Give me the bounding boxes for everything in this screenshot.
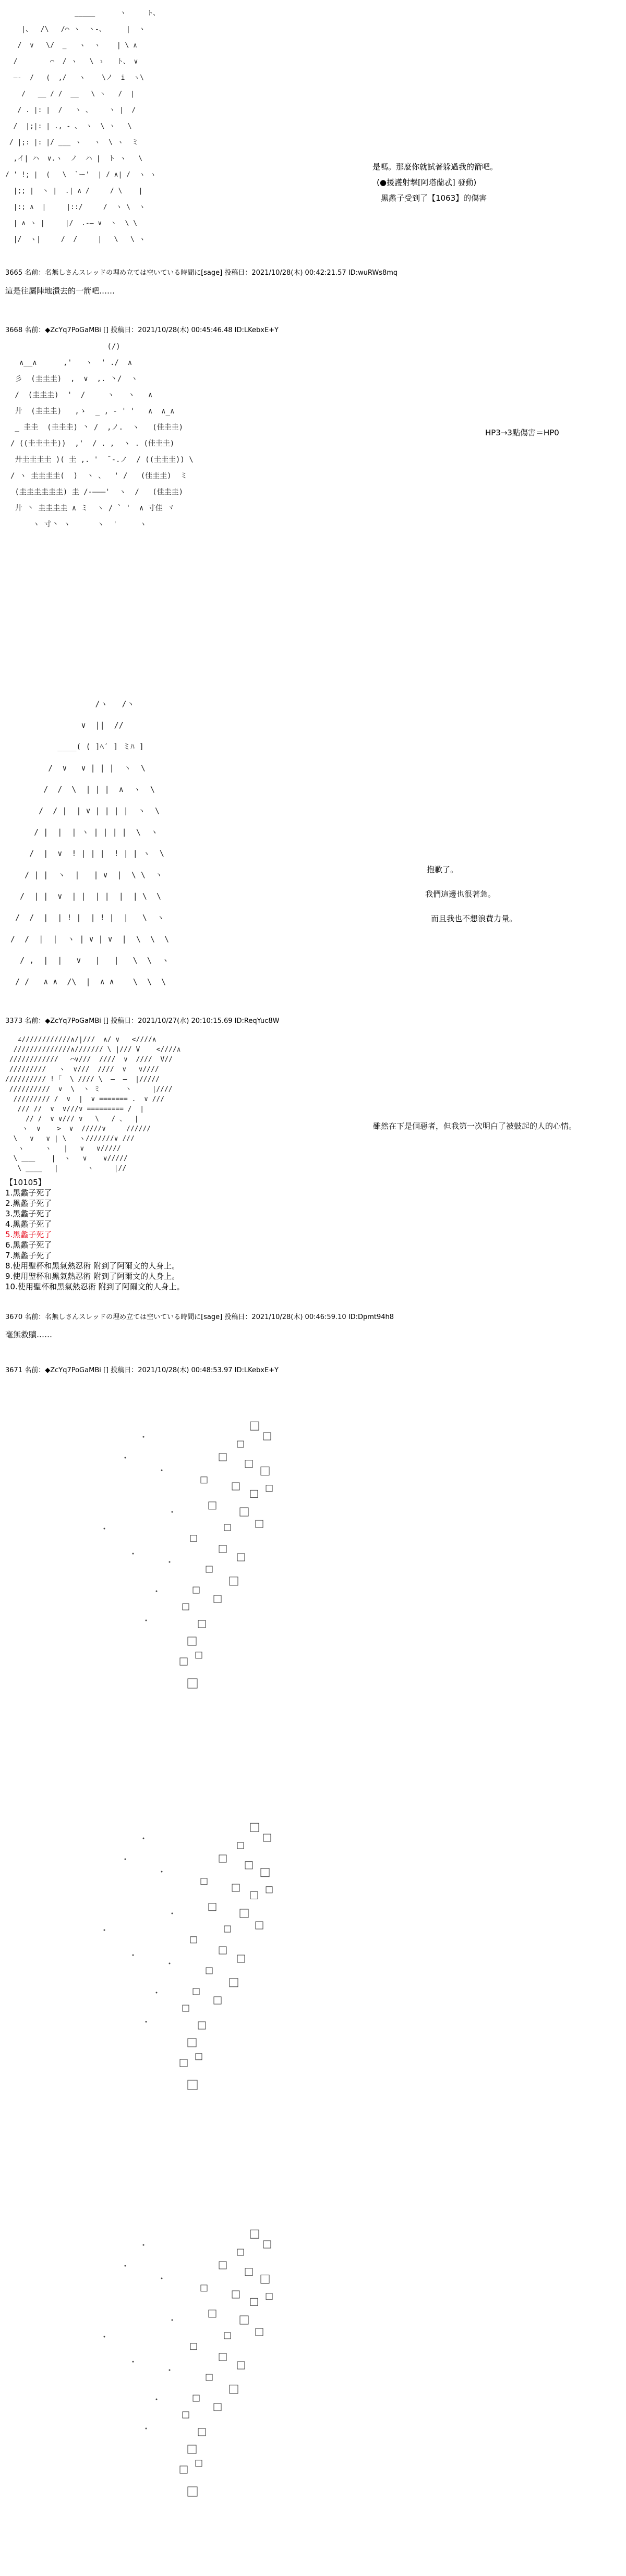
outline-box [256,2328,263,2336]
box-panel-2 [0,1783,626,2190]
outline-box [240,1909,248,1918]
particle-dot [146,2428,147,2430]
outline-box [263,2241,271,2248]
outline-box [232,2291,239,2298]
outline-box [188,2487,197,2496]
outline-box [201,1878,207,1885]
particle-dot [172,2319,173,2321]
vote-item: 3.黑蠡子死了 [5,1209,52,1218]
particle-dot [172,1511,173,1513]
particle-dot [161,1871,163,1873]
post-header-3665: 3665 名前：名無しさんスレッドの埋め立ては空いている時間に[sage] 投稿日：2021/10/28(木) 00:42:21.57 ID:wuRWs8mq [5,269,398,277]
outline-box [237,1441,244,1447]
particle-dot [143,1436,145,1438]
outline-box [240,2316,248,2324]
panel1-line-2: (●援護射撃[阿塔蘭忒] 發動) [377,178,477,187]
particle-dot [146,1620,147,1621]
outline-box [256,1922,263,1929]
outline-box [183,2412,189,2418]
outline-box [263,1433,271,1440]
panel1-line-3: 黑蠡子受到了【1063】的傷害 [381,193,487,203]
outline-box [237,1955,245,1962]
outline-box [245,1862,252,1869]
outline-box [266,1887,272,1893]
outline-box [237,1554,245,1561]
particle-dot [156,2399,158,2400]
outline-box [180,2466,187,2473]
post-header-3668: 3668 名前：◆ZcYq7PoGaMBi [] 投稿日：2021/10/28(木) 00:45:46.48 ID:LKebxE+Y [5,326,279,334]
outline-box [201,2285,207,2291]
particle-dot [169,1561,171,1563]
particle-dot [133,1955,134,1956]
outline-box [263,1834,271,1841]
outline-box [214,2403,221,2411]
panel1-line-1: 是嗎。那麼你就試著躲過我的箭吧。 [372,162,498,172]
post-body-3670: 毫無救贖…… [5,1330,53,1339]
outline-box [219,1855,226,1862]
vote-item: 2.黑蠡子死了 [5,1199,52,1208]
outline-box [214,1595,221,1603]
particle-dot [104,2336,105,2338]
outline-box [224,1926,231,1932]
outline-box [206,1968,212,1974]
outline-box [190,1535,197,1542]
outline-box [201,1477,207,1483]
outline-box [188,2038,196,2047]
outline-box [183,2005,189,2011]
particle-dot [156,1992,158,1994]
vote-list [5,1177,185,1292]
particle-dot [133,2361,134,2363]
particle-dot [161,2278,163,2279]
particle-dot [143,2244,145,2246]
particle-dot [125,2265,126,2267]
outline-box [198,1620,206,1628]
outline-box [190,1937,197,1943]
outline-box [196,2460,202,2467]
outline-box [230,1979,238,1987]
outline-box [206,1566,212,1572]
vote-item: 4.黑蠡子死了 [5,1219,52,1229]
outline-box [180,1658,187,1665]
outline-box [219,2353,226,2361]
outline-box [193,1988,199,1995]
vote-item-highlighted: 5.黑蠡子死了 [5,1230,52,1239]
outline-box [188,2445,196,2453]
particle-dot [143,1838,145,1839]
post-header-3670: 3670 名前：名無しさんスレッドの埋め立ては空いている時間に[sage] 投稿日：2021/10/28(木) 00:46:59.10 ID:Dpmt94h8 [5,1313,394,1321]
outline-box [232,1884,239,1891]
outline-box [209,1903,216,1911]
vote-item: 7.黑蠡子死了 [5,1251,52,1260]
outline-box [198,2428,206,2436]
post-header-3671: 3671 名前：◆ZcYq7PoGaMBi [] 投稿日：2021/10/28(木) 00:48:53.97 ID:LKebxE+Y [5,1366,279,1374]
particle-dot [156,1591,158,1592]
particle-dot [172,1913,173,1914]
outline-box [209,2310,216,2317]
outline-box [250,2298,258,2305]
outline-box [219,1545,226,1553]
particle-dot [125,1859,126,1860]
panel3-line-2: 我們這邊也很著急。 [425,889,496,899]
outline-box [219,1454,226,1461]
ascii-art-battle: (/) ∧__∧ ,' ヽ ' ./ ∧ 彡 (圭圭圭) , ∨ ,. 丶/ ヽ / (圭圭圭) ' / ヽ ヽ ∧ 廾 (圭圭圭) ,ゝ _ , - ' ' ∧ ∧_∧ _ 圭圭 (圭圭圭) 丶 / ,ノ. ヽ (佳圭圭) / ((圭圭圭圭)) ,' / . , ヽ . (佳圭圭) 廾圭圭圭圭 )( 圭 ,. ' ̄ -.ノ / ((圭圭圭)) \ / ヽ 圭圭圭圭( ) ヽ 、 ' / (佳圭圭) ミ (圭圭圭圭圭圭) 圭 /-―――' ヽ / (佳圭圭) 廾 丶 圭圭圭圭 ∧ ミ ヽ / ` ' ∧ 寸佳 ヾ ヽ 寸丶 ヽ ヽ ' ヽ [10,343,194,529]
outline-box [250,1422,259,1430]
outline-box [256,1520,263,1528]
outline-box [250,1823,259,1832]
outline-box [190,2343,197,2350]
outline-box [214,1997,221,2004]
outline-box [250,1891,258,1899]
particle-dot [169,1963,171,1964]
outline-box [261,1869,269,1877]
outline-box [250,1490,258,1497]
panel3-line-3: 而且我也不想浪費力量。 [431,914,517,923]
outline-box [261,2275,269,2284]
outline-box [230,1577,238,1585]
ascii-art-figure: /ヽ /ヽ ∨ || // ____( ( ]ﾍ′ ] ミﾊ ] / ∨ ∨ | | | ヽ \ / / \ | | | ∧ ヽ \ / / | | ∨ | | | | ヽ \ / | | | ヽ | | | | \ ヽ / | ∨ ! | | | ! | | ヽ \ / | | ヽ | | ∨ | \ \ ヽ / | | ∨ | | | | | | \ \ / / | | ! | | ! | | \ ヽ / / | | ヽ | ∨ | ∨ | \ \ \ / , | | ∨ | | \ \ ヽ / / ∧ ∧ /\ | ∧ ∧ \ \ \ [10,699,169,986]
outline-box [237,2249,244,2255]
outline-box [193,2395,199,2401]
particle-dot [133,1553,134,1555]
outline-box [209,1502,216,1509]
post-body-3665: 這是往屬陣地潰去的一箭吧…… [5,286,115,296]
outline-box [196,2054,202,2060]
outline-box [183,1604,189,1610]
particle-dot [161,1470,163,1471]
outline-box [232,1483,239,1490]
outline-box [230,2385,238,2394]
vote-item: 6.黑蠡子死了 [5,1240,52,1250]
outline-box [188,1679,197,1688]
particle-dot [146,2021,147,2023]
outline-box [240,1508,248,1516]
ascii-art-archer: _____ ヽ ト、 |、 /\ /⌒ ヽ ヽ-、 | ヽ / ∨ \/ _ ヽ ヽ | \ ∧ / ⌒ / ヽ \ ゝ ト、 ∨ ―- / ( ,/ ヽ \ノ i ヽ\ / __ / / __ \ ヽ / | / . |: | / ヽ 、 ヽ | / / |;|: | ., - 、 ヽ \ ヽ \ / |;: |: |/ ___ ヽ ヽ \ ヽ ミ ,イ| ハ ∨.ヽ ノ ハ | ト ヽ \ / ' !; | ( \ `ー' | / ∧| / ヽ ヽ |;; | ヽ | .| ∧ / / \ | |:; ∧ | |::/ / ヽ \ ヽ | ∧ ヽ | |/ .-― ∨ ヽ \ \ |/ ヽ| / / | \ \ ヽ [5,9,160,243]
outline-box [219,2262,226,2269]
outline-box [237,2362,245,2369]
outline-box [188,1637,196,1645]
outline-box [196,1652,202,1658]
hp-damage-label: HP3→3點傷害＝HP0 [485,428,559,437]
vote-item: 1.黑蠡子死了 [5,1188,52,1198]
outline-box [250,2230,259,2238]
particle-dot [169,2370,171,2371]
panel4-line-1: 雖然在下是個惡者，但我第一次明白了被鼓起的人的心情。 [373,1121,577,1131]
outline-box [261,1467,269,1475]
outline-box [245,1460,252,1468]
particle-dot [104,1528,105,1530]
particle-dot [125,1457,126,1459]
outline-box [219,1947,226,1954]
outline-box [206,2374,212,2380]
outline-box [266,1485,272,1492]
outline-box [266,2293,272,2300]
outline-box [180,2059,187,2067]
particle-dot [104,1930,105,1931]
outline-box [198,2022,206,2029]
vote-item: 8.使用聖杯和黑氣熱忍術 附到了阿爾文的人身上。 [5,1261,180,1271]
outline-box [224,2333,231,2339]
panel3-line-1: 抱歉了。 [427,865,459,874]
box-panel-3 [0,2190,626,2576]
vote-item: 9.使用聖杯和黑氣熱忍術 附到了阿爾文的人身上。 [5,1272,180,1281]
outline-box [188,2080,197,2090]
post-header-3373: 3373 名前：◆ZcYq7PoGaMBi [] 投稿日：2021/10/27(水) 20:10:15.69 ID:ReqYuc8W [5,1017,280,1025]
box-panel-1 [0,1376,626,1783]
outline-box [237,1842,244,1849]
outline-box [245,2268,252,2276]
ascii-art-villain: ∠////////////∧/|/// ∧/ ∨ <////∧ //////////////∧/////// \ |/// V <////∧ //////////// ⌒∨/// //// ∨ //// V// ///////// ヽ ∨/// //// ∨ ∨//// ////////// ! ｢ \ //// \ ― ― |///// ////////// ∨ \ ヽ ミ ヽ |//// ///////// / ∨ | ∨ ======= . ∨ /// /// // ∨ ∨///∨ ========= / | // / ∨ ∨/// ∨ \ / 、 | ヽ ∨ > ∨ /////∨ ////// \ ∨ ∨ | \ ヽ///////∨ /// ヽ ヽ | ∨ ∨///// \ ＿＿ | ヽ ∨ ∨///// \ ____ | ヽ |// [5,1036,181,1173]
outline-box [193,1587,199,1593]
outline-box [224,1524,231,1531]
vote-title: 【10105】 [5,1178,46,1187]
vote-item: 10.使用聖杯和黑氣熱忍術 附到了阿爾文的人身上。 [5,1282,185,1291]
